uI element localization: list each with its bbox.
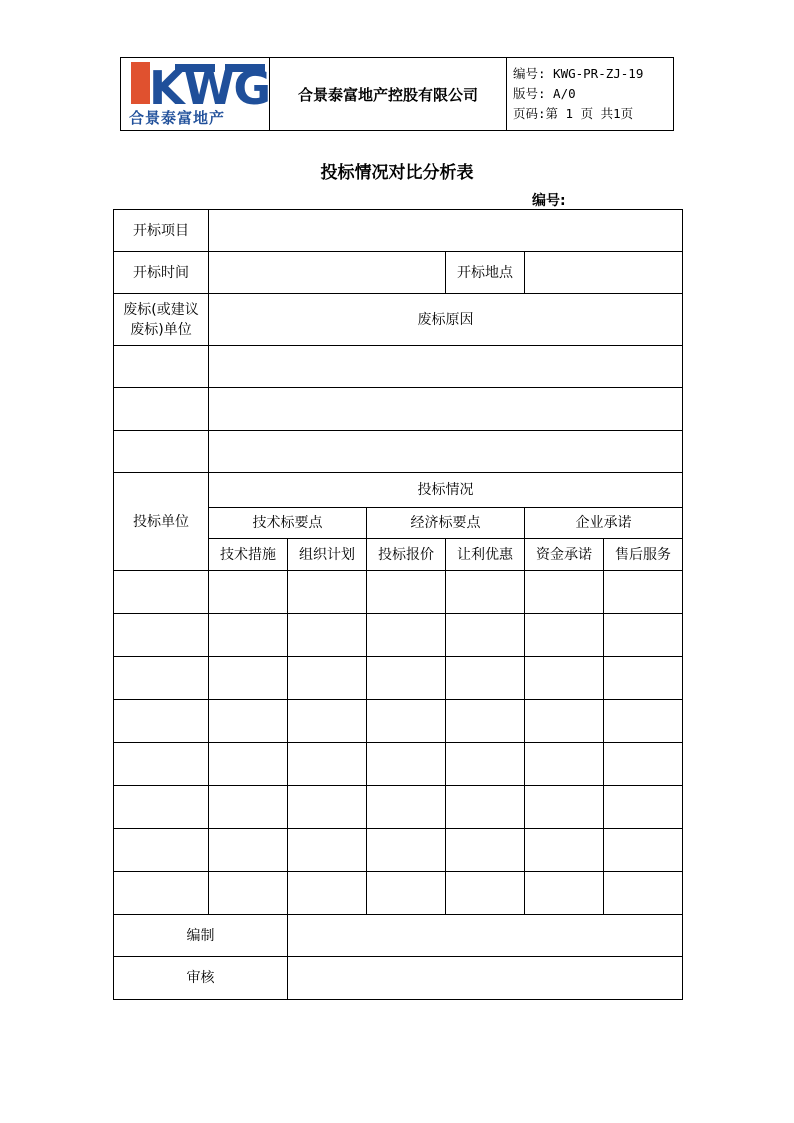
table-cell[interactable] xyxy=(288,872,367,915)
table-cell[interactable] xyxy=(525,571,604,614)
table-cell[interactable] xyxy=(525,743,604,786)
doc-info xyxy=(507,58,674,131)
table-cell[interactable] xyxy=(525,786,604,829)
compiled-by-label: 编制 xyxy=(114,915,288,957)
table-cell[interactable] xyxy=(367,571,446,614)
fund-commit-header: 资金承诺 xyxy=(525,539,604,571)
table-cell[interactable] xyxy=(209,571,288,614)
table-cell[interactable] xyxy=(288,614,367,657)
table-cell[interactable] xyxy=(114,743,209,786)
tech-measures-header: 技术措施 xyxy=(209,539,288,571)
company-logo xyxy=(121,58,269,130)
bidder-label: 投标单位 xyxy=(114,473,209,571)
bid-project-field[interactable] xyxy=(209,210,683,252)
org-plan-header: 组织计划 xyxy=(288,539,367,571)
table-cell[interactable] xyxy=(114,872,209,915)
table-cell[interactable] xyxy=(114,614,209,657)
table-cell[interactable] xyxy=(367,700,446,743)
bid-analysis-form xyxy=(113,209,683,1000)
table-cell[interactable] xyxy=(367,829,446,872)
waste-reason-field[interactable] xyxy=(209,431,683,473)
table-cell[interactable] xyxy=(446,872,525,915)
table-cell[interactable] xyxy=(446,700,525,743)
company-name: 合景泰富地产控股有限公司 xyxy=(270,58,507,131)
bid-time-field[interactable] xyxy=(209,252,446,294)
table-cell[interactable] xyxy=(288,657,367,700)
table-cell[interactable] xyxy=(288,786,367,829)
table-cell[interactable] xyxy=(114,657,209,700)
discount-header: 让利优惠 xyxy=(446,539,525,571)
table-cell[interactable] xyxy=(209,743,288,786)
table-row xyxy=(114,657,683,700)
table-row xyxy=(114,571,683,614)
table-row xyxy=(114,872,683,915)
table-cell[interactable] xyxy=(367,614,446,657)
table-cell[interactable] xyxy=(367,657,446,700)
doc-code: 编号: KWG-PR-ZJ-19 xyxy=(513,66,644,81)
table-cell[interactable] xyxy=(209,614,288,657)
table-cell[interactable] xyxy=(525,657,604,700)
table-cell[interactable] xyxy=(604,571,683,614)
table-cell[interactable] xyxy=(209,872,288,915)
table-row xyxy=(114,743,683,786)
waste-reason-field[interactable] xyxy=(209,388,683,431)
table-row xyxy=(114,829,683,872)
bid-project-label: 开标项目 xyxy=(114,210,209,252)
bid-place-field[interactable] xyxy=(525,252,683,294)
table-cell[interactable] xyxy=(604,657,683,700)
table-cell[interactable] xyxy=(288,571,367,614)
table-cell[interactable] xyxy=(604,614,683,657)
table-row xyxy=(114,614,683,657)
doc-number-label: 编号: xyxy=(532,193,566,209)
bid-price-header: 投标报价 xyxy=(367,539,446,571)
table-cell[interactable] xyxy=(525,872,604,915)
tech-points-label: 技术标要点 xyxy=(209,508,367,539)
waste-unit-field[interactable] xyxy=(114,431,209,473)
table-cell[interactable] xyxy=(209,657,288,700)
compiled-by-field[interactable] xyxy=(288,915,683,957)
table-cell[interactable] xyxy=(288,743,367,786)
doc-version: 版号: A/0 xyxy=(513,86,576,101)
table-cell[interactable] xyxy=(604,743,683,786)
table-cell[interactable] xyxy=(367,743,446,786)
table-cell[interactable] xyxy=(367,786,446,829)
table-cell[interactable] xyxy=(525,829,604,872)
bid-time-label: 开标时间 xyxy=(114,252,209,294)
table-cell[interactable] xyxy=(446,743,525,786)
table-cell[interactable] xyxy=(209,786,288,829)
table-cell[interactable] xyxy=(114,700,209,743)
table-cell[interactable] xyxy=(604,829,683,872)
table-cell[interactable] xyxy=(114,571,209,614)
table-cell[interactable] xyxy=(604,786,683,829)
bid-situation-label: 投标情况 xyxy=(209,473,683,508)
table-cell[interactable] xyxy=(288,829,367,872)
document-header xyxy=(120,57,674,131)
table-cell[interactable] xyxy=(209,700,288,743)
waste-reason-field[interactable] xyxy=(209,346,683,388)
doc-page: 页码:第 1 页 共1页 xyxy=(513,106,634,121)
bid-place-label: 开标地点 xyxy=(446,252,525,294)
table-cell[interactable] xyxy=(525,700,604,743)
commitment-label: 企业承诺 xyxy=(525,508,683,539)
table-cell[interactable] xyxy=(114,786,209,829)
logo-cell xyxy=(121,58,270,131)
logo-red-block xyxy=(131,62,150,104)
table-row xyxy=(114,700,683,743)
waste-unit-field[interactable] xyxy=(114,346,209,388)
logo-text: KWG xyxy=(149,61,271,115)
table-cell[interactable] xyxy=(525,614,604,657)
waste-reason-label: 废标原因 xyxy=(209,294,683,346)
page-title: 投标情况对比分析表 xyxy=(320,163,474,183)
table-cell[interactable] xyxy=(446,829,525,872)
waste-unit-field[interactable] xyxy=(114,388,209,431)
table-cell[interactable] xyxy=(604,700,683,743)
table-cell[interactable] xyxy=(367,872,446,915)
table-cell[interactable] xyxy=(446,786,525,829)
table-cell[interactable] xyxy=(446,571,525,614)
table-cell[interactable] xyxy=(114,829,209,872)
reviewed-by-label: 审核 xyxy=(114,957,288,1000)
table-cell[interactable] xyxy=(446,614,525,657)
reviewed-by-field[interactable] xyxy=(288,957,683,1000)
waste-unit-label: 废标(或建议废标)单位 xyxy=(114,294,209,346)
table-row xyxy=(114,786,683,829)
table-cell[interactable] xyxy=(209,829,288,872)
table-cell[interactable] xyxy=(446,657,525,700)
table-cell[interactable] xyxy=(288,700,367,743)
logo-chinese-name: 合景泰富地产 xyxy=(129,109,226,127)
after-service-header: 售后服务 xyxy=(604,539,683,571)
table-cell[interactable] xyxy=(604,872,683,915)
econ-points-label: 经济标要点 xyxy=(367,508,525,539)
